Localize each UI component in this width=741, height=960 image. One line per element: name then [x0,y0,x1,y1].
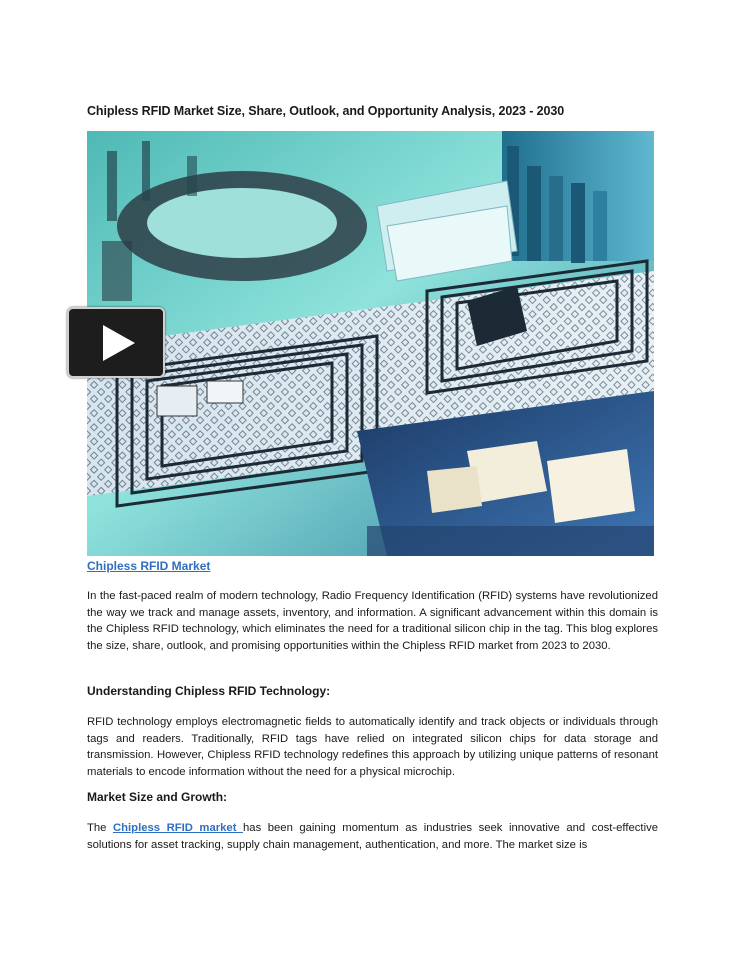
chipless-rfid-market-inline-link[interactable]: Chipless RFID market [112,822,243,834]
section-paragraph-market-size [87,820,658,853]
section-heading-understanding: Understanding Chipless RFID Technology: [87,684,331,698]
paragraph-prefix: The [87,822,113,834]
intro-paragraph: In the fast-paced realm of modern technology, Radio Frequency Identification (RFID) systems have revolutionized the way we track and manage assets, inventory, and information. A significant advancement within this domain is the Chipless RFID technology, which eliminates the need for a traditional silicon chip in the tag. This blog explores the size, share, outlook, and promising opportunities within the Chipless RFID market from 2023 to 2030. [87,590,658,652]
page-title: Chipless RFID Market Size, Share, Outlook, and Opportunity Analysis, 2023 - 2030 [87,104,565,118]
hero-image [87,131,654,556]
chipless-rfid-market-link[interactable]: Chipless RFID Market [87,559,211,573]
paragraph-rest: has been gaining momentum as industries seek innovative and cost-effective solutions for asset tracking, supply chain management, authentication, and more. The market size is [87,822,659,851]
video-play-button[interactable] [67,307,165,378]
play-icon [69,309,163,376]
rfid-collage-illustration [87,131,654,556]
section-heading-market-size: Market Size and Growth: [87,790,228,804]
section-paragraph-understanding: RFID technology employs electromagnetic fields to automatically identify and track objects or individuals through tags and readers. Traditionally, RFID tags have relied on integrated silicon chips for data storage and transmission. However, Chipless RFID technology redefines this approach by utilizing unique patterns of resonant materials to encode information without the need for a physical microchip. [87,716,658,778]
